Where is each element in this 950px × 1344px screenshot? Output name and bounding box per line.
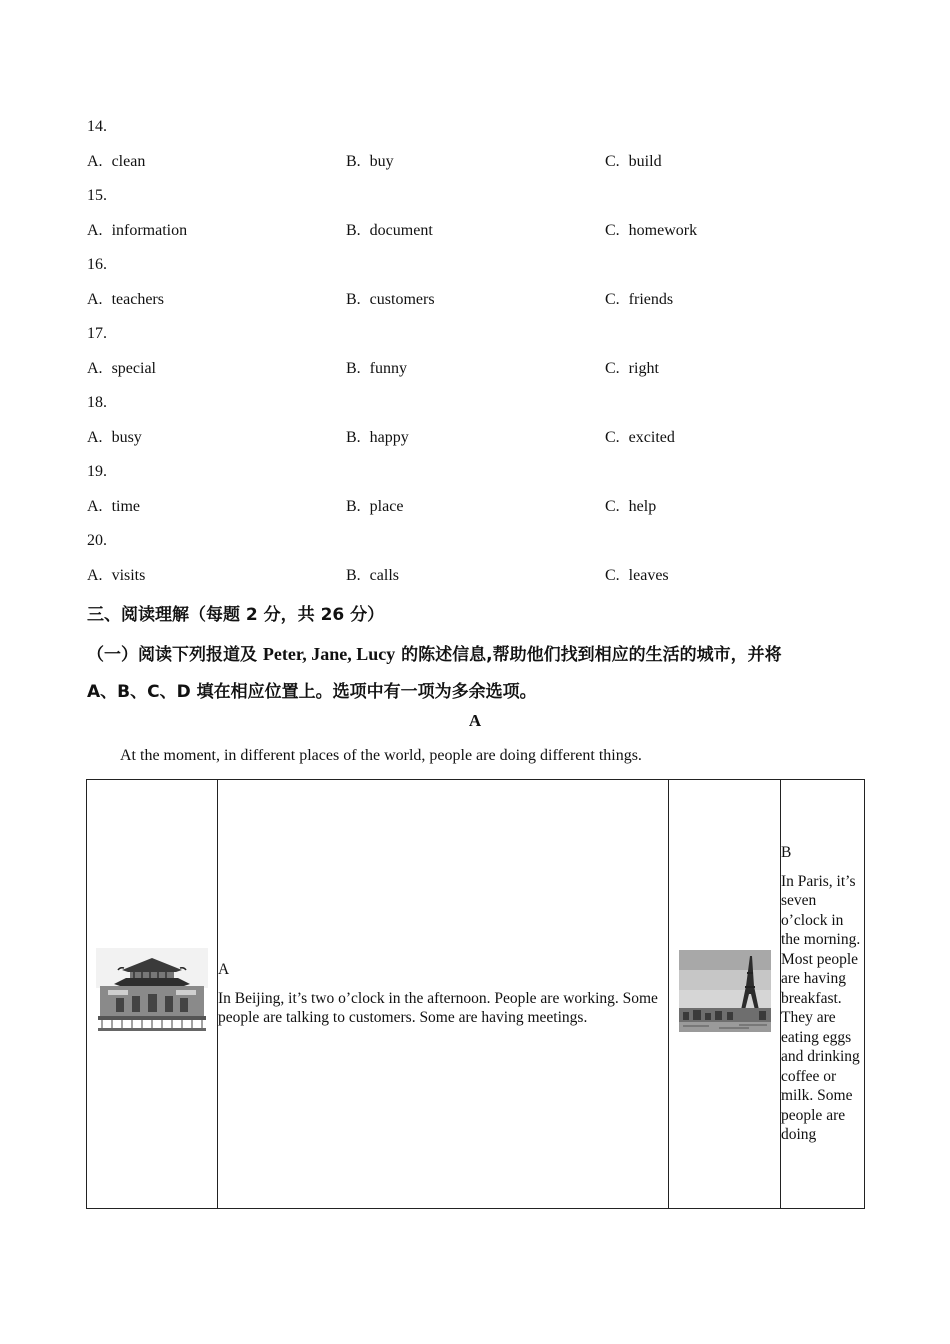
question-number: 15. xyxy=(87,187,107,204)
question-number: 17. xyxy=(87,325,107,342)
option-a[interactable]: A. time xyxy=(87,498,140,515)
question-number: 14. xyxy=(87,118,107,135)
cities-table xyxy=(86,779,865,1209)
option-c[interactable]: C. excited xyxy=(605,429,675,446)
option-c[interactable]: C. leaves xyxy=(605,567,669,584)
option-a[interactable]: A. information xyxy=(87,222,188,239)
cell-label: A xyxy=(218,961,230,979)
option-b[interactable]: B. customers xyxy=(346,291,435,308)
option-a[interactable]: A. clean xyxy=(87,153,146,170)
option-b[interactable]: B. happy xyxy=(346,429,409,446)
option-c[interactable]: C. homework xyxy=(605,222,698,239)
option-a[interactable]: A. visits xyxy=(87,567,146,584)
option-b[interactable]: B. document xyxy=(346,222,433,239)
option-c[interactable]: C. build xyxy=(605,153,662,170)
section-title: 三、阅读理解（每题 2 分，共 26 分） xyxy=(87,605,385,625)
beijing-text-cell xyxy=(218,780,669,1209)
question-number: 16. xyxy=(87,256,107,273)
question-number: 20. xyxy=(87,532,107,549)
tiananmen-icon xyxy=(96,948,208,1034)
cell-text: In Paris, it’s seven o’clock in the morning. Most people are having breakfast. They are eating eggs and drinking coffee or milk. Some people are doing xyxy=(781,872,861,1144)
beijing-image-cell xyxy=(87,780,218,1209)
option-a[interactable]: A. special xyxy=(87,360,156,377)
question-number: 18. xyxy=(87,394,107,411)
question-number: 19. xyxy=(87,463,107,480)
option-c[interactable]: C. right xyxy=(605,360,659,377)
passage-label: A xyxy=(468,711,482,730)
table-row xyxy=(87,780,865,1209)
option-a[interactable]: A. teachers xyxy=(87,291,164,308)
option-b[interactable]: B. place xyxy=(346,498,404,515)
section-instruction: （一）阅读下列报道及 Peter, Jane, Lucy 的陈述信息,帮助他们找到相应的生活的城市，并将 A、B、C、D 填在相应位置上。选项中有一项为多余选项。 xyxy=(87,644,782,702)
cell-text: In Beijing, it’s two o’clock in the afternoon. People are working. Some people are talking to customers. Some are having meetings. xyxy=(218,989,658,1027)
paris-text-cell xyxy=(781,780,865,1209)
paris-image-cell xyxy=(669,780,781,1209)
option-c[interactable]: C. friends xyxy=(605,291,674,308)
passage-intro: At the moment, in different places of the world, people are doing different things. xyxy=(120,747,642,764)
cell-label: B xyxy=(781,844,792,862)
option-b[interactable]: B. calls xyxy=(346,567,399,584)
option-c[interactable]: C. help xyxy=(605,498,657,515)
option-a[interactable]: A. busy xyxy=(87,429,142,446)
eiffel-tower-icon xyxy=(679,946,771,1036)
option-b[interactable]: B. funny xyxy=(346,360,407,377)
option-b[interactable]: B. buy xyxy=(346,153,394,170)
